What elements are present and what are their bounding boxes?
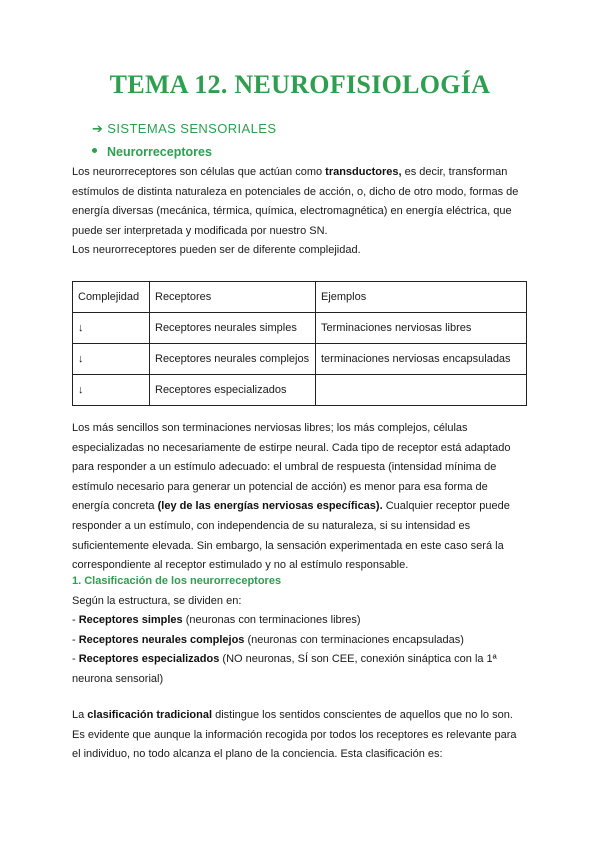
body-line: responder a un estímulo, con independencia de su naturaleza, si su intensidad es [72,519,471,532]
intro-line: energía diversas (mecánica, térmica, química, electromagnética) en energía eléctrica, que [72,205,512,218]
list-item-text: (neuronas con terminaciones encapsuladas) [244,633,464,646]
table-cell: ↓ [73,375,150,406]
list-item-text: (NO neuronas, SÍ son CEE, conexión sináptica con la 1ª [219,653,497,666]
traditional-text: distingue los sentidos conscientes de aquellos que no lo son. [212,709,513,721]
traditional-line: el individuo, no todo alcanza el plano de la conciencia. Esta clasificación es: [72,748,443,761]
table-cell: Receptores neurales complejos [150,344,316,375]
body-line: especializadas no necesariamente de estirpe neural. Cada tipo de receptor está adaptado [72,441,511,454]
table-row [73,313,527,344]
list-item [72,611,532,631]
table-cell: ↓ [73,344,150,375]
body-line: para responder a un estímulo adecuado: el umbral de respuesta (intensidad mínima de [72,461,497,474]
classification-intro: Según la estructura, se dividen en: [72,594,242,607]
body-line: suficientemente elevada. Sin embargo, la sensación experimentada en este caso será la [72,539,504,552]
body-bold-term: (ley de las energías nerviosas específicas). [157,500,383,513]
list-item-continuation: neurona sensorial) [72,672,164,685]
body-text: Cualquier receptor puede [382,500,510,513]
section-heading [92,121,276,137]
page-title: TEMA 12. NEUROFISIOLOGÍA [109,70,491,99]
body-line: estímulo necesario para generar un potencial de acción) es menor para esa forma de [72,480,488,493]
table-cell: Receptores especializados [150,375,316,406]
intro-paragraph [72,163,532,261]
table-cell: ↓ [73,313,150,344]
table-header-row [73,282,527,313]
traditional-line: Es evidente que aunque la información recogida por todos los receptores es relevante para [72,728,517,741]
intro-line: puede ser interpretada y modificada por nuestro SN. [72,224,328,237]
subsection-heading [92,145,212,159]
classification-heading: 1. Clasificación de los neurorreceptores [72,575,282,587]
subsection-heading-label: Neurorreceptores [107,145,212,159]
table-row [73,344,527,375]
body-paragraph [72,419,532,576]
traditional-text: La [72,709,88,721]
table-cell: Terminaciones nerviosas libres [316,313,527,344]
classification-section [72,572,532,690]
intro-line: estímulos de distinta naturaleza en potenciales de acción, o, dicho de otro modo, formas de [72,185,519,198]
list-dash: - [72,653,79,666]
traditional-paragraph [72,706,532,765]
list-item [72,650,532,670]
table-cell: Receptores neurales simples [150,313,316,344]
bullet-icon [92,148,97,153]
list-dash: - [72,614,79,627]
body-line: correspondiente al receptor estimulado y no al estímulo responsable. [72,559,409,572]
table-cell: terminaciones nerviosas encapsuladas [316,344,527,375]
body-text: energía concreta [72,500,158,513]
table-header-cell: Receptores [150,282,316,313]
list-item-term: Receptores especializados [78,653,220,666]
table-header-cell: Ejemplos [316,282,527,313]
table-header-cell: Complejidad [73,282,150,313]
complexity-table [72,281,527,406]
list-item-term: Receptores simples [78,614,183,627]
arrow-right-icon: ➔ [92,121,104,136]
traditional-bold-term: clasificación tradicional [87,709,213,721]
table-cell [316,375,527,406]
intro-line: Los neurorreceptores pueden ser de diferente complejidad. [72,244,361,257]
section-heading-label: SISTEMAS SENSORIALES [107,121,277,136]
intro-text: es decir, transforman [401,166,508,178]
table-row [73,375,527,406]
list-item-term: Receptores neurales complejos [78,633,245,646]
list-item-text: (neuronas con terminaciones libres) [182,614,361,627]
list-dash: - [72,633,79,646]
body-line: Los más sencillos son terminaciones nerviosas libres; los más complejos, células [72,422,468,434]
intro-bold-term: transductores, [325,166,402,178]
list-item [72,631,532,651]
intro-text: Los neurorreceptores son células que actúan como [72,166,326,178]
